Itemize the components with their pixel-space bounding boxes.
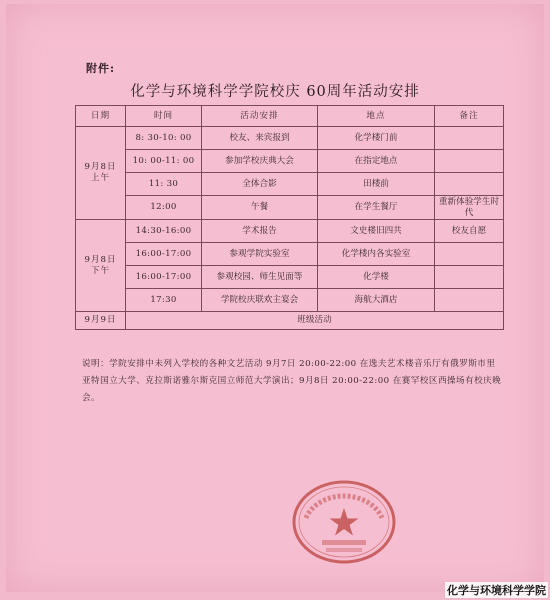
date-cell-sept9: 9月9日	[76, 312, 126, 330]
table-header-row	[76, 106, 504, 127]
location-cell: 文史楼旧四共	[318, 220, 435, 243]
header-location: 地点	[318, 106, 435, 127]
note-cell: 重新体验学生时代	[435, 196, 504, 220]
header-date: 日期	[76, 106, 126, 127]
page-title: 化学与环境科学学院校庆 60周年活动安排	[130, 84, 420, 100]
note-cell	[435, 173, 504, 196]
time-cell: 17:30	[126, 289, 202, 312]
activity-cell: 参观校园、师生见面等	[202, 266, 318, 289]
official-seal-stamp	[288, 478, 400, 566]
table-row	[76, 196, 504, 220]
table-row	[76, 150, 504, 173]
note-cell	[435, 266, 504, 289]
note-cell: 校友自愿	[435, 220, 504, 243]
table-row	[76, 266, 504, 289]
attachment-label: 附件:	[86, 62, 116, 75]
explanation-note: 说明：学院安排中未列入学校的各种文艺活动 9月7日 20:00-22:00 在逸夫艺术楼音乐厅有俄罗斯市里亚特国立大学、克拉斯诺雅尔斯克国立师范大学演出；9月8日 20:00-22:00 在赛罕校区西操场有校庆晚会。	[82, 359, 502, 403]
schedule-table	[75, 105, 504, 330]
note-cell	[435, 243, 504, 266]
activity-cell: 参加学校庆典大会	[202, 150, 318, 173]
date-line: 9月8日	[84, 162, 117, 172]
time-cell: 8: 30-10: 00	[126, 127, 202, 150]
time-cell: 14:30-16:00	[126, 220, 202, 243]
location-cell: 化学楼	[318, 266, 435, 289]
watermark-text: 化学与环境科学学院	[447, 584, 546, 597]
activity-cell: 校友、来宾报到	[202, 127, 318, 150]
table-row	[76, 127, 504, 150]
location-cell: 田楼前	[318, 173, 435, 196]
header-activity: 活动安排	[202, 106, 318, 127]
time-cell: 11: 30	[126, 173, 202, 196]
note-cell	[435, 150, 504, 173]
location-cell: 化学楼门前	[318, 127, 435, 150]
header-note: 备注	[435, 106, 504, 127]
location-cell: 海航大酒店	[318, 289, 435, 312]
location-cell: 化学楼内各实验室	[318, 243, 435, 266]
note-cell	[435, 289, 504, 312]
activity-cell-class-activities: 班级活动	[126, 312, 504, 330]
date-cell-sept8-am	[76, 127, 126, 220]
time-cell: 16:00-17:00	[126, 266, 202, 289]
date-line: 上午	[90, 173, 111, 183]
table-row	[76, 220, 504, 243]
activity-cell: 全体合影	[202, 173, 318, 196]
activity-cell: 学术报告	[202, 220, 318, 243]
time-cell: 10: 00-11: 00	[126, 150, 202, 173]
date-line: 下午	[90, 265, 111, 276]
note-cell	[435, 127, 504, 150]
table-row	[76, 289, 504, 312]
time-cell: 16:00-17:00	[126, 243, 202, 266]
header-time: 时间	[126, 106, 202, 127]
table-row	[76, 312, 504, 330]
table-row	[76, 243, 504, 266]
activity-cell: 午餐	[202, 196, 318, 220]
time-cell: 12:00	[126, 196, 202, 220]
activity-cell: 参观学院实验室	[202, 243, 318, 266]
location-cell: 在指定地点	[318, 150, 435, 173]
activity-cell: 学院校庆联欢主宴会	[202, 289, 318, 312]
date-cell-sept8-pm	[76, 220, 126, 312]
location-cell: 在学生餐厅	[318, 196, 435, 220]
table-row	[76, 173, 504, 196]
date-line: 9月8日	[84, 254, 117, 265]
